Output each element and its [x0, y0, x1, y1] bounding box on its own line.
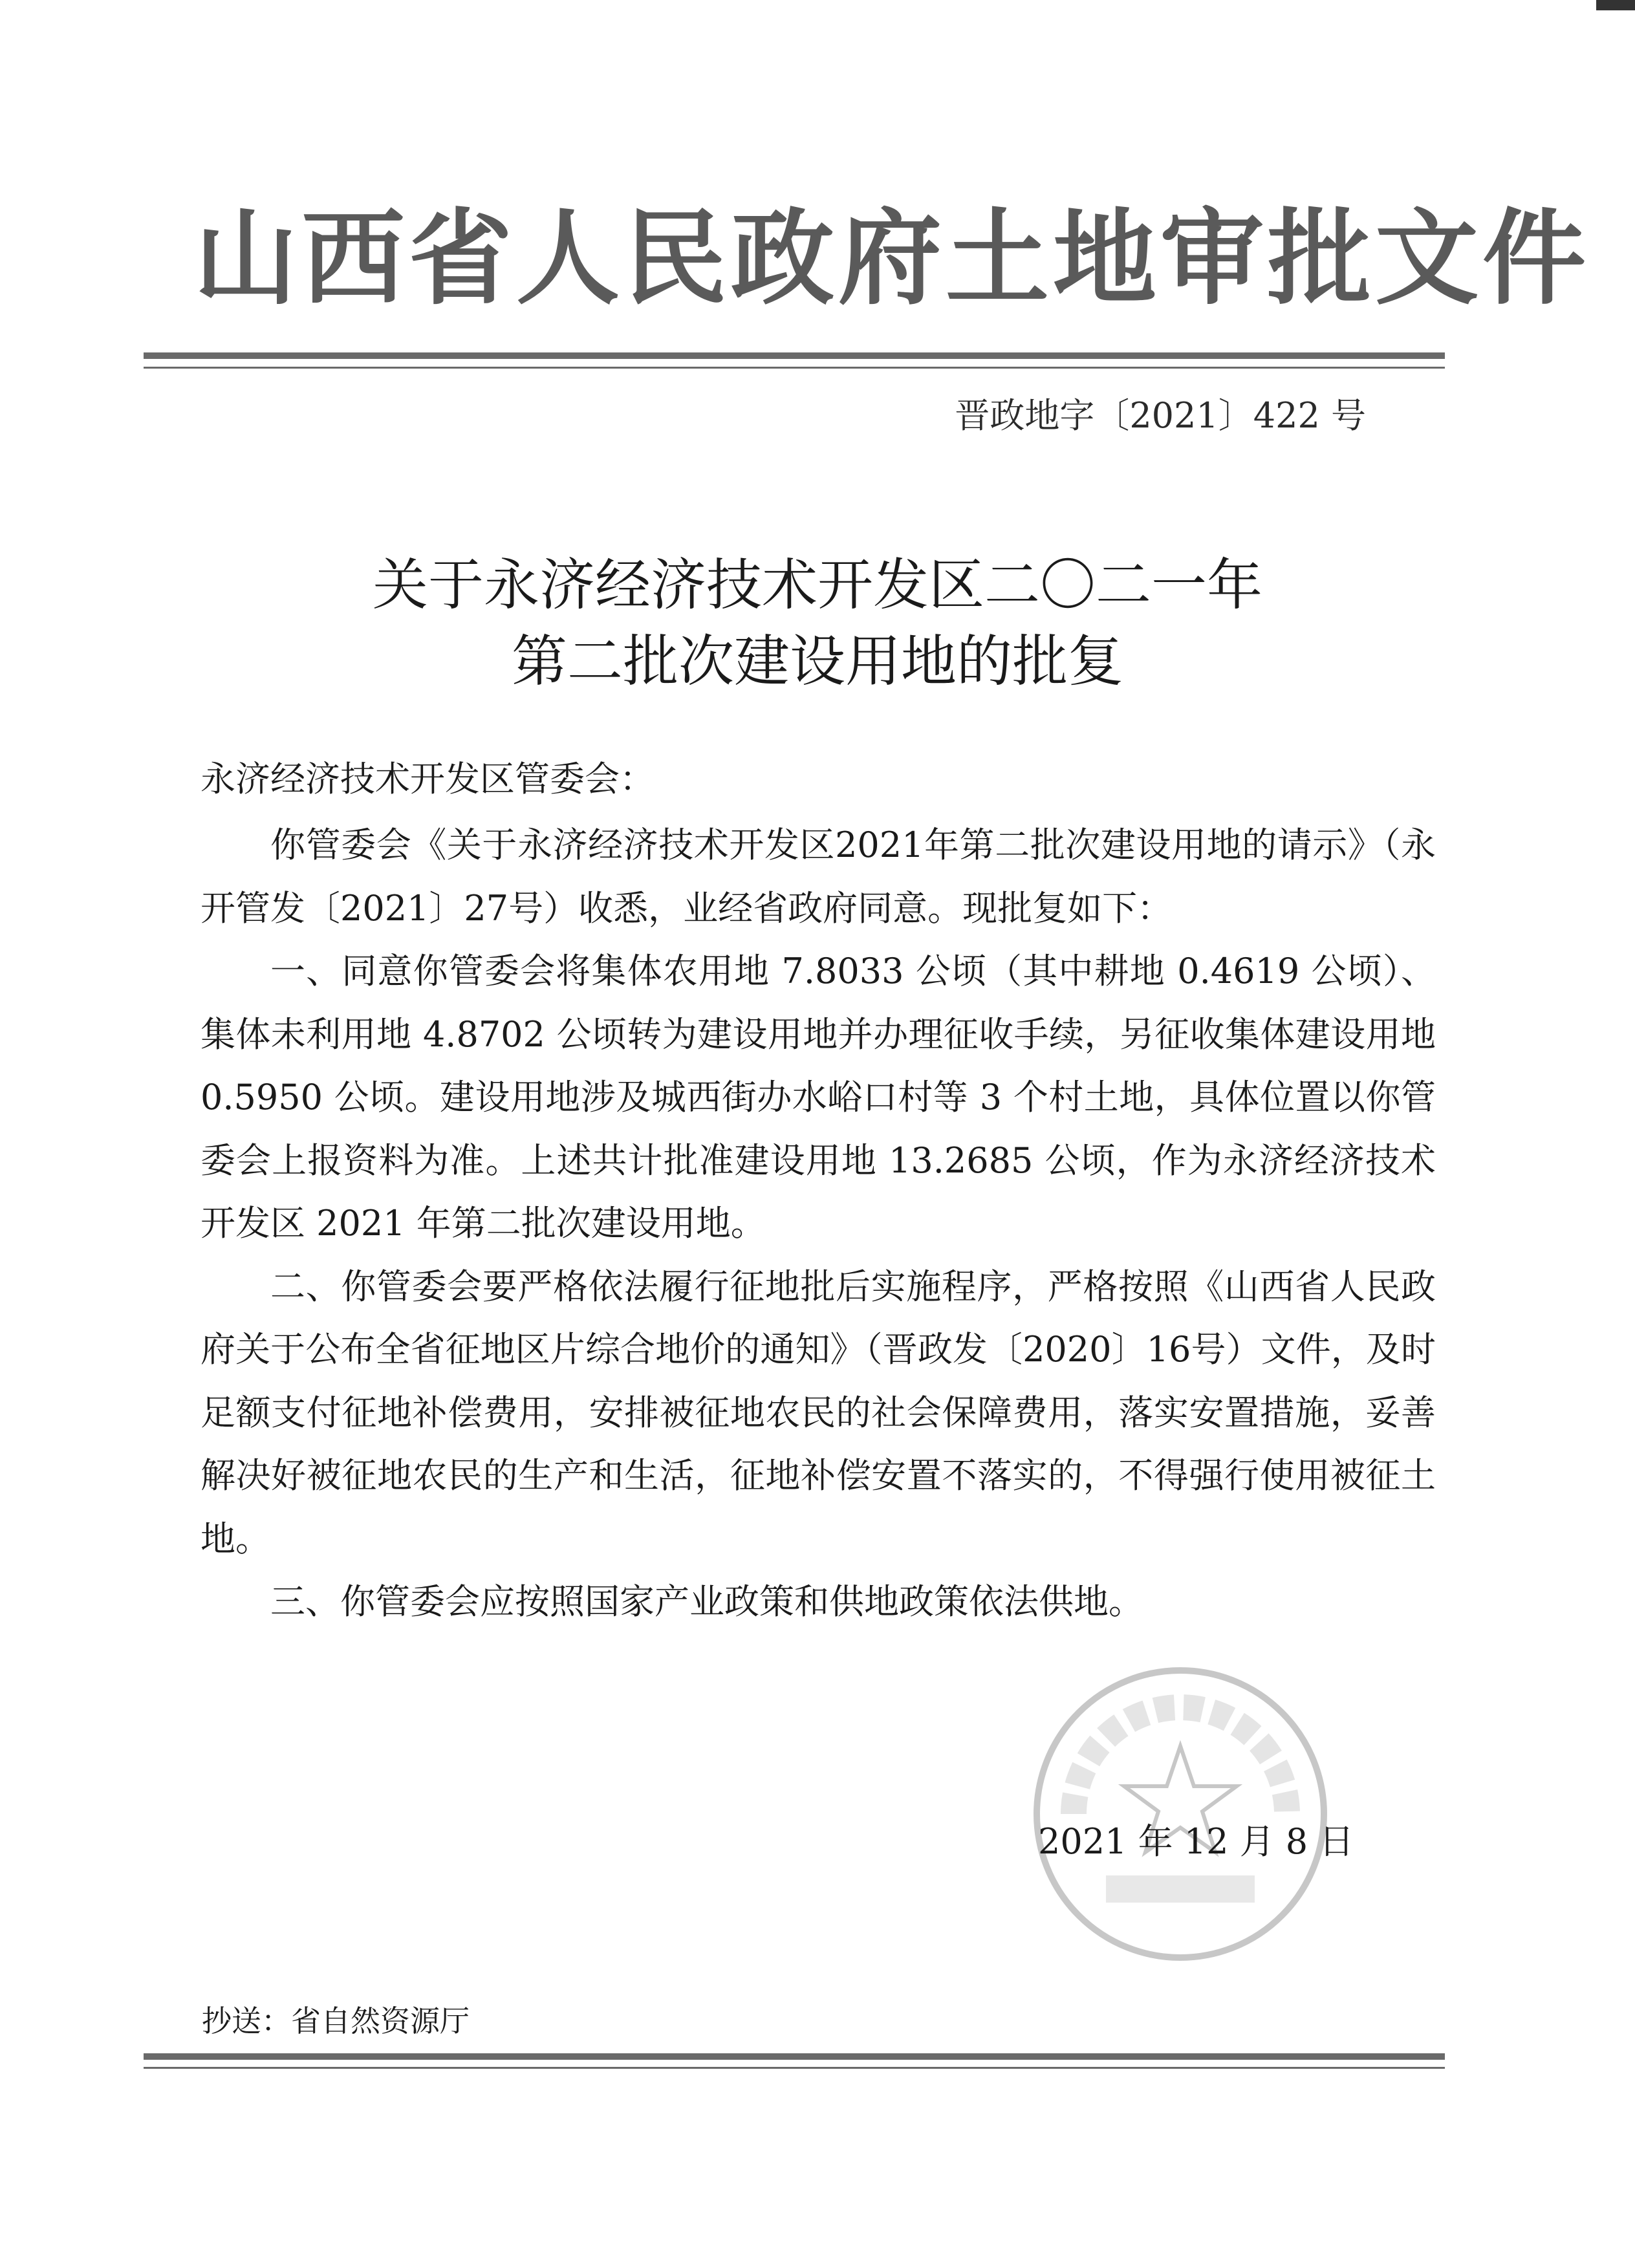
scan-edge-mark	[1596, 0, 1635, 10]
document-title-line-1: 关于永济经济技术开发区二〇二一年	[373, 553, 1262, 618]
document-masthead: 山西省人民政府土地审批文件	[194, 198, 1590, 319]
body-paragraph-2: 二、你管委会要严格依法履行征地批后实施程序，严格按照《山西省人民政府关于公布全省征地区片综合地价的通知》（晋政发〔2020〕16号）文件，及时足额支付征地补偿费用，安排被征地农民的社会保障费用，落实安置措施，妥善解决好被征地农民的生产和生活，征地补偿安置不落实的，不得强行使用被征土地。	[200, 1266, 1436, 1559]
issue-date: 2021 年 12 月 8 日	[1038, 1821, 1354, 1862]
footer-rule-thick	[144, 2053, 1445, 2060]
masthead-rule-thick	[144, 352, 1445, 359]
document-number: 晋政地字〔2021〕422 号	[955, 395, 1366, 436]
footer-rule-thin	[144, 2067, 1445, 2069]
official-seal-stamp	[1028, 1662, 1332, 1966]
masthead-rule-thin	[144, 367, 1445, 369]
addressee: 永济经济技术开发区管委会：	[200, 759, 655, 799]
seal-bottom-text-band	[1106, 1875, 1255, 1903]
document-body	[200, 814, 1436, 1634]
body-paragraph-intro: 你管委会《关于永济经济技术开发区2021年第二批次建设用地的请示》（永开管发〔2021〕27号）收悉，业经省政府同意。现批复如下：	[200, 825, 1436, 929]
body-paragraph-3: 三、你管委会应按照国家产业政策和供地政策依法供地。	[270, 1581, 1143, 1622]
body-paragraph-1: 一、同意你管委会将集体农用地 7.8033 公顷（其中耕地 0.4619 公顷）、集体未利用地 4.8702 公顷转为建设用地并办理征收手续，另征收集体建设用地 0.5950 公顷。建设用地涉及城西街办水峪口村等 3 个村土地，具体位置以你管委会上报资料为准。上述共计批准建设用地 13.2685 公顷，作为永济经济技术开发区 2021 年第二批次建设用地。	[200, 951, 1436, 1244]
seal-text-arc	[1074, 1707, 1287, 1814]
cc-line: 抄送：省自然资源厅	[202, 2003, 470, 2038]
document-title-line-2: 第二批次建设用地的批复	[512, 629, 1123, 694]
